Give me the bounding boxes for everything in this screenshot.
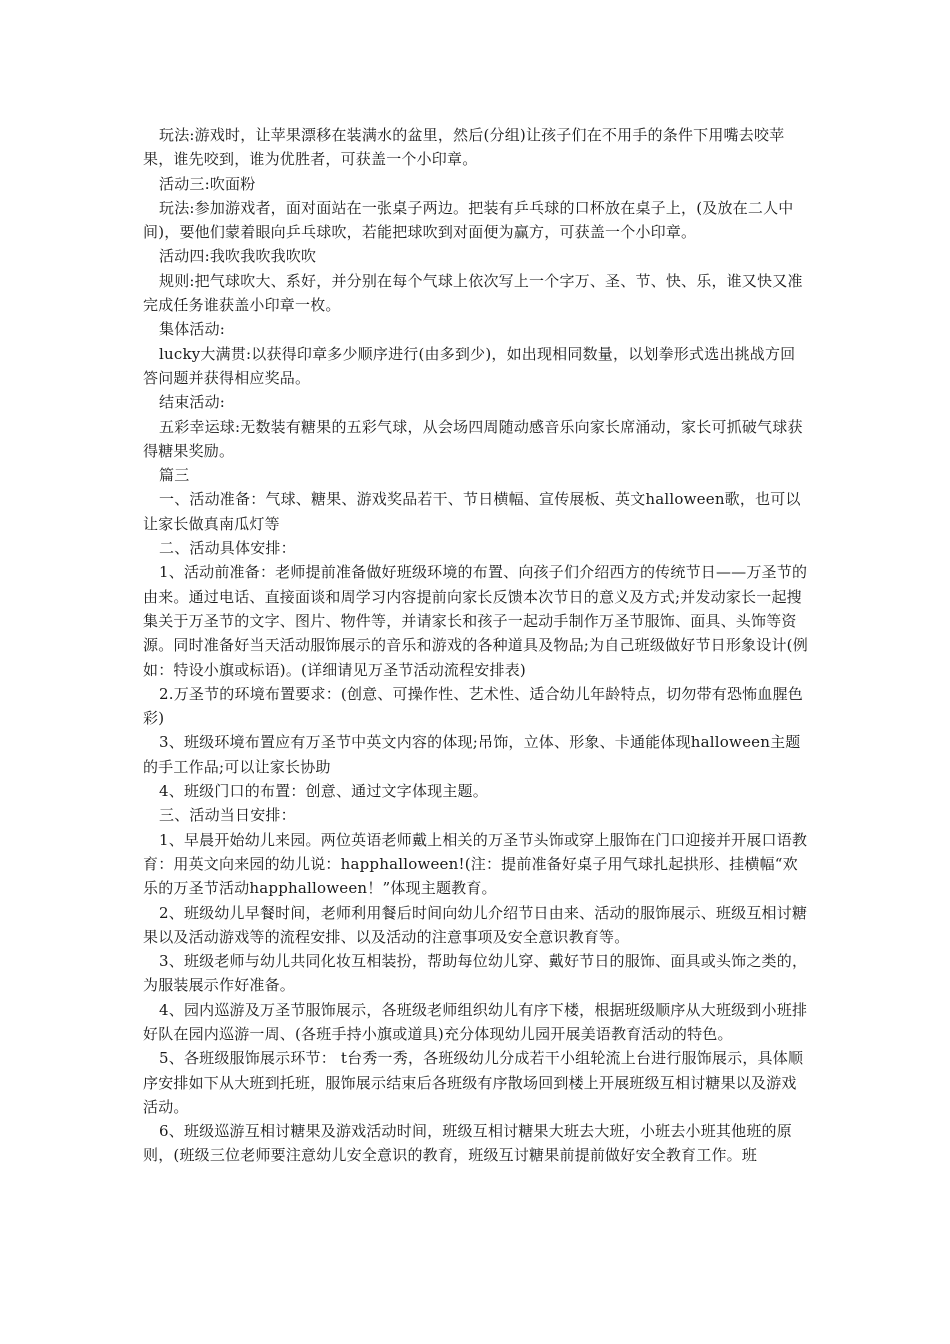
paragraph-morning-arrival: 1、早晨开始幼儿来园。两位英语老师戴上相关的万圣节头饰或穿上服饰在门口迎接并开展口语教育：用英文向来园的幼儿说：happhalloween!(注：提前准备好桌子用气球扎起拱形、挂横幅“欢乐的万圣节活动happhalloween！”体现主题教育。 (143, 830, 808, 898)
section-title-part-three: 篇三 (159, 466, 190, 485)
heading-activity-four: 活动四:我吹我吹我吹吹 (159, 247, 317, 266)
paragraph-lucky-balls: 五彩幸运球:无数装有糖果的五彩气球，从会场四周随动感音乐向家长席涌动，家长可抓破气球获得糖果奖励。 (143, 417, 803, 460)
paragraph-costume-makeup: 3、班级老师与幼儿共同化妆互相装扮，帮助每位幼儿穿、戴好节日的服饰、面具或头饰之类的，为服装展示作好准备。 (143, 952, 808, 995)
paragraph-pre-event-preparation: 1、活动前准备：老师提前准备做好班级环境的布置、向孩子们介绍西方的传统节日——万圣节的由来。通过电话、直接面谈和周学习内容提前向家长反馈本次节日的意义及方式;并发动家长一起搜集关于万圣节的文字、图片、物件等，并请家长和孩子一起动手制作万圣节服饰、面具、头饰等资源。同时准备好当天活动服饰展示的音乐和游戏的各种道具及物品;为自己班级做好节日形象设计(例如：特设小旗或标语)。(详细请见万圣节活动流程安排表) (143, 563, 808, 679)
heading-specific-arrangements: 二、活动具体安排： (159, 539, 296, 558)
paragraph-balloon-rules: 规则:把气球吹大、系好，并分别在每个气球上依次写上一个字万、圣、节、快、乐，谁又快又准完成任务谁获盖小印章一枚。 (143, 271, 803, 315)
paragraph-parade: 4、园内巡游及万圣节服饰展示，各班级老师组织幼儿有序下楼，根据班级顺序从大班级到小班排好队在园内巡游一周、(各班手持小旗或道具)充分体现幼儿园开展美语教育活动的特色。 (143, 1000, 808, 1043)
paragraph-lucky-slam: lucky大满贯:以获得印章多少顺序进行(由多到少)，如出现相同数量，以划拳形式选出挑战方回答问题并获得相应奖品。 (143, 344, 796, 387)
paragraph-class-decoration: 3、班级环境布置应有万圣节中英文内容的体现;吊饰，立体、形象、卡通能体现halloween主题的手工作品;可以让家长协助 (143, 733, 801, 776)
paragraph-flour-game-rules: 玩法:参加游戏者，面对面站在一张桌子两边。把装有乒乓球的口杯放在桌子上，(及放在二人中间)，要他们蒙着眼向乒乓球吹，若能把球吹到对面便为赢方，可获盖一个小印章。 (143, 198, 794, 242)
paragraph-candy-exchange: 6、班级巡游互相讨糖果及游戏活动时间，班级互相讨糖果大班去大班，小班去小班其他班的原则，(班级三位老师要注意幼儿安全意识的教育，班级互讨糖果前提前做好安全教育工作。班 (143, 1122, 792, 1165)
paragraph-costume-show: 5、各班级服饰展示环节： t台秀一秀，各班级幼儿分成若干小组轮流上台进行服饰展示，具体顺序安排如下从大班到托班，服饰展示结束后各班级有序散场回到楼上开展班级互相讨糖果以及游戏活动。 (143, 1049, 804, 1116)
heading-closing-activity: 结束活动: (159, 393, 226, 412)
heading-event-day-schedule: 三、活动当日安排： (159, 806, 296, 825)
document-body (143, 123, 809, 1168)
paragraph-preparation: 一、活动准备：气球、糖果、游戏奖品若干、节日横幅、宣传展板、英文halloween歌，也可以让家长做真南瓜灯等 (143, 490, 801, 533)
paragraph-apple-game-rules: 玩法:游戏时，让苹果漂移在装满水的盆里，然后(分组)让孩子们在不用手的条件下用嘴去咬苹果，谁先咬到，谁为优胜者，可获盖一个小印章。 (143, 126, 785, 169)
paragraph-breakfast-time: 2、班级幼儿早餐时间，老师利用餐后时间向幼儿介绍节日由来、活动的服饰展示、班级互相讨糖果以及活动游戏等的流程安排、以及活动的注意事项及安全意识教育等。 (143, 903, 808, 946)
heading-activity-three: 活动三:吹面粉 (159, 174, 256, 193)
paragraph-door-decoration: 4、班级门口的布置：创意、通过文字体现主题。 (159, 782, 488, 801)
paragraph-environment-requirements: 2.万圣节的环境布置要求：(创意、可操作性、艺术性、适合幼儿年龄特点，切勿带有恐怖血腥色彩) (143, 684, 803, 728)
heading-group-activity: 集体活动: (159, 320, 226, 339)
